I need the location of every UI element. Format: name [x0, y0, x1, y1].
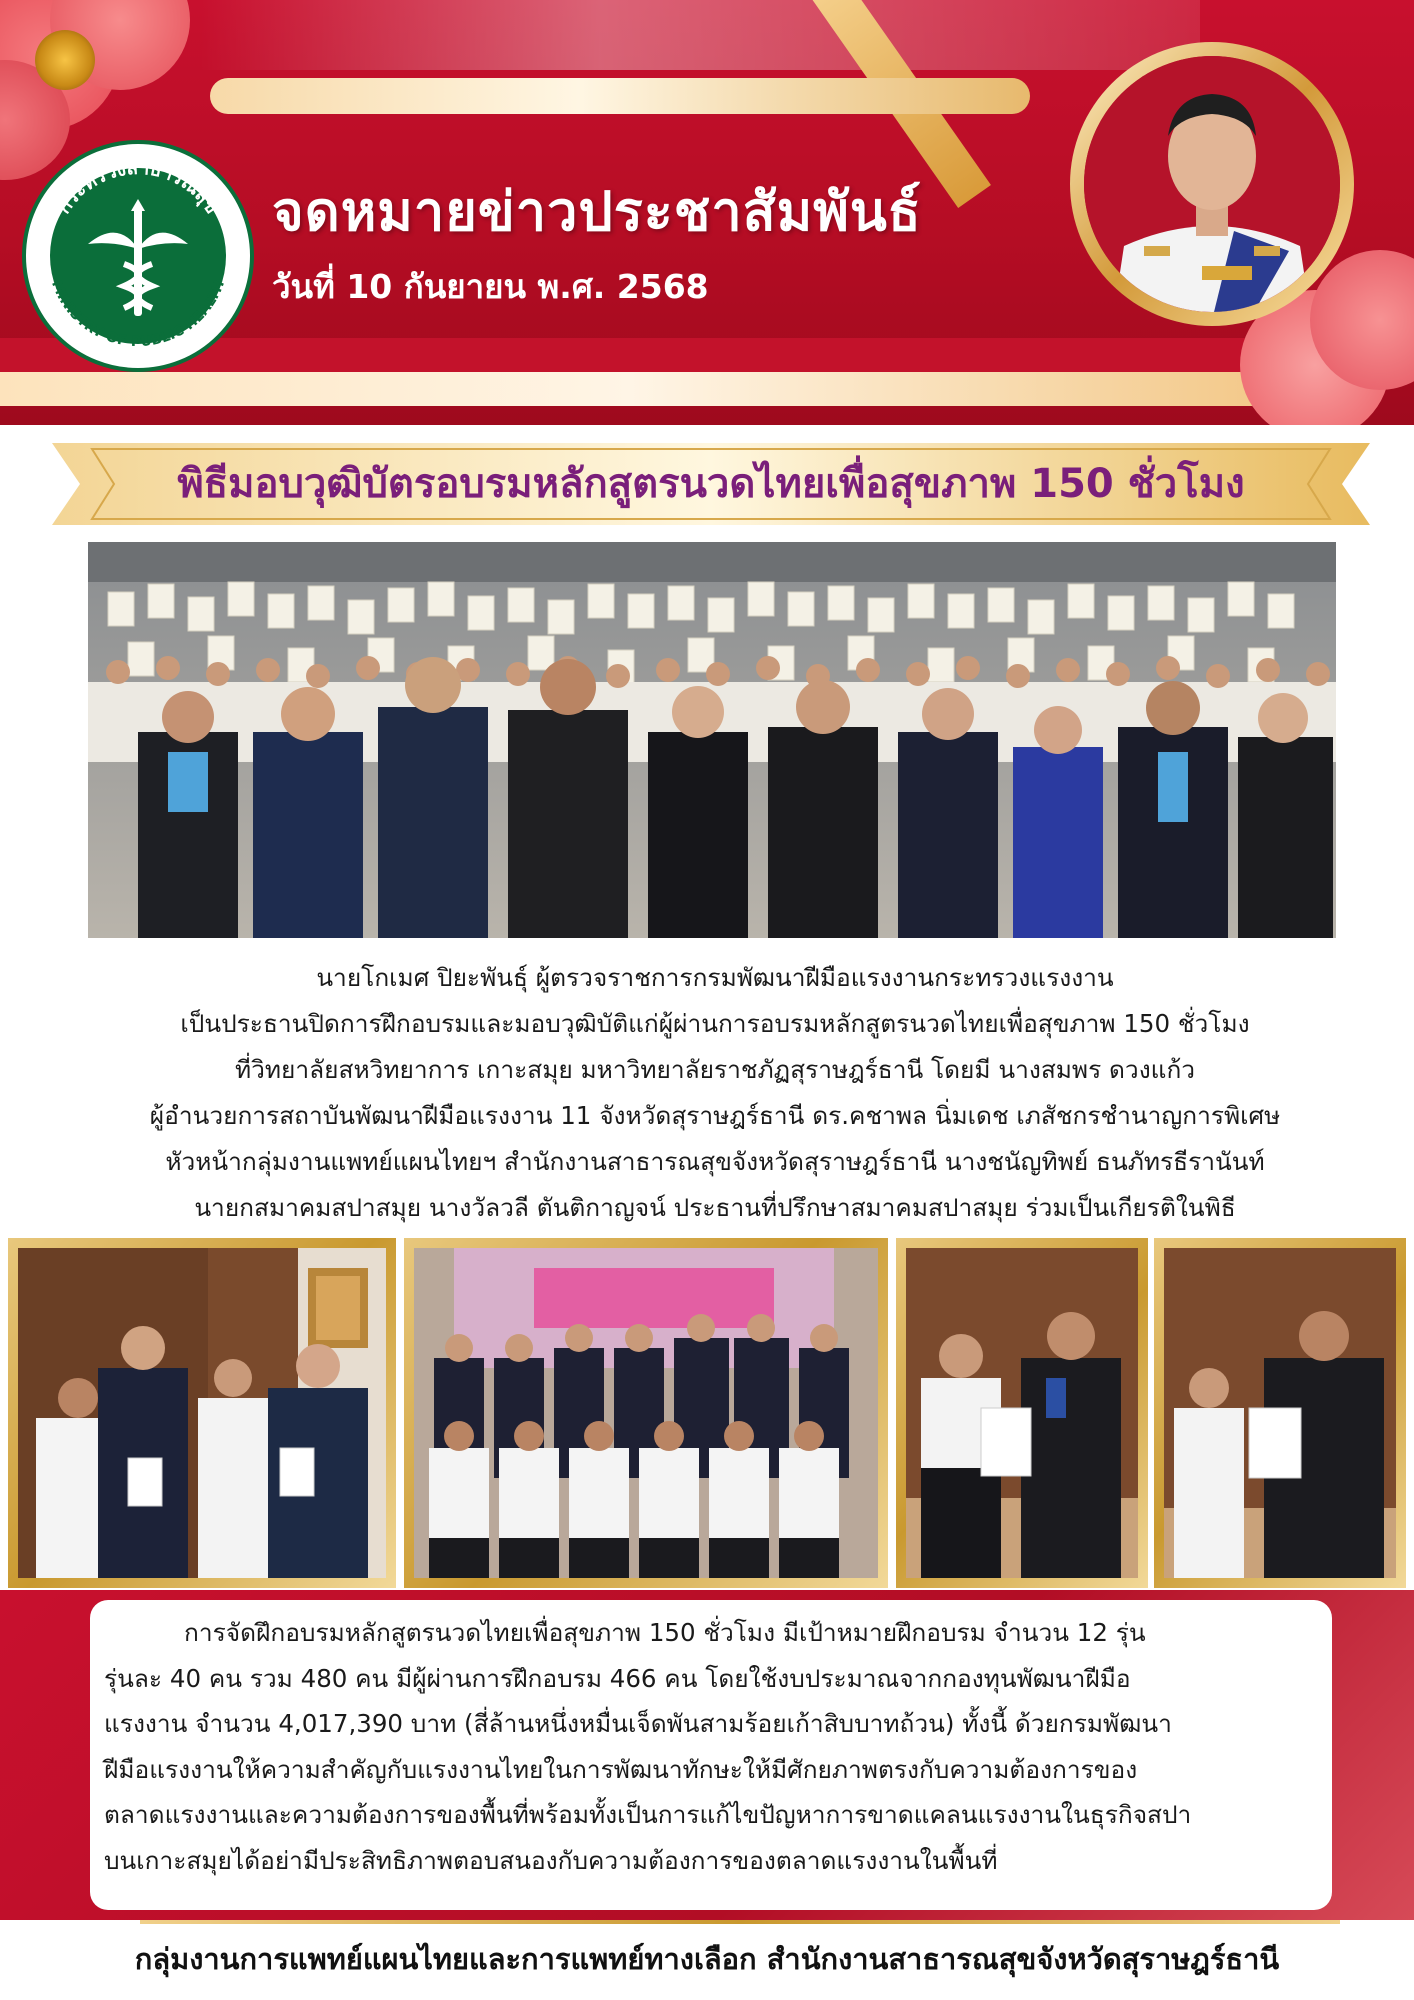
- ceremony-photo-1: [18, 1248, 386, 1578]
- caption-line: หัวหน้ากลุ่มงานแพทย์แผนไทยฯ สำนักงานสาธารณสุขจังหวัดสุราษฎร์ธานี นางชนัญทิพย์ ธนภัทรธีรานันท์: [165, 1147, 1265, 1176]
- header-stripe: [200, 0, 1200, 70]
- caption-line: นายโกเมศ ปิยะพันธุ์ ผู้ตรวจราชการกรมพัฒนาฝีมือแรงงานกระทรวงแรงงาน: [316, 963, 1114, 992]
- ceremony-photo-3: [906, 1248, 1138, 1578]
- svg-text:กระทรวงสาธารณสุข: กระทรวงสาธารณสุข: [52, 156, 224, 218]
- caption-line: เป็นประธานปิดการฝึกอบรมและมอบวุฒิบัติแก่ผู้ผ่านการอบรมหลักสูตรนวดไทยเพื่อสุขภาพ 150 ชั่วโมง: [180, 1009, 1250, 1038]
- portrait-image: [1084, 56, 1340, 312]
- photo-frame-1: [8, 1238, 396, 1588]
- ministry-logo-icon: [22, 140, 254, 372]
- photo-frame-4: [1154, 1238, 1406, 1588]
- body-line: รุ่นละ 40 คน รวม 480 คน มีผู้ผ่านการฝึกอบรม 466 คน โดยใช้งบประมาณจากกองทุนพัฒนาฝีมือ: [104, 1663, 1131, 1693]
- group-photo-image: [88, 542, 1336, 938]
- caption-line: นายกสมาคมสปาสมุย นางวัลวลี ตันติกาญจน์ ประธานที่ปรึกษาสมาคมสปาสมุย ร่วมเป็นเกียรติในพิธี: [194, 1193, 1236, 1222]
- headline-text: พิธีมอบวุฒิบัตรอบรมหลักสูตรนวดไทยเพื่อสุขภาพ 150 ชั่วโมง: [177, 461, 1245, 507]
- footer-divider: [140, 1920, 1340, 1924]
- photo-frame-3: [896, 1238, 1148, 1588]
- photo-frame-2: [404, 1238, 888, 1588]
- caption-line: ที่วิทยาลัยสหวิทยาการ เกาะสมุย มหาวิทยาลัยราชภัฏสุราษฎร์ธานี โดยมี นางสมพร ดวงแก้ว: [234, 1055, 1196, 1084]
- newsletter-date: วันที่ 10 กันยายน พ.ศ. 2568: [272, 267, 709, 306]
- body-line: การจัดฝึกอบรมหลักสูตรนวดไทยเพื่อสุขภาพ 150 ชั่วโมง มีเป้าหมายฝึกอบรม จำนวน 12 รุ่น: [184, 1618, 1146, 1647]
- gold-band-top: [210, 78, 1030, 114]
- body-line: ตลาดแรงงานและความต้องการของพื้นที่พร้อมทั้งเป็นการแก้ไขปัญหาการขาดแคลนแรงงานในธุรกิจสปา: [104, 1800, 1192, 1829]
- footer-organization: กลุ่มงานการแพทย์แผนไทยและการแพทย์ทางเลือก สำนักงานสาธารณสุขจังหวัดสุราษฎร์ธานี: [134, 1942, 1280, 1976]
- body-line: บนเกาะสมุยได้อย่ามีประสิทธิภาพตอบสนองกับความต้องการของตลาดแรงงานในพื้นที่: [104, 1845, 998, 1875]
- ceremony-photo-4: [1164, 1248, 1396, 1578]
- body-line: แรงงาน จำนวน 4,017,390 บาท (สี่ล้านหนึ่งหมื่นเจ็ดพันสามร้อยเก้าสิบบาทถ้วน) ทั้งนี้ ด้วยกรมพัฒนา: [104, 1709, 1172, 1738]
- svg-text:MINISTRY OF PUBLIC HEALTH: MINISTRY OF PUBLIC HEALTH: [47, 278, 228, 351]
- newsletter-title: จดหมายข่าวประชาสัมพันธ์: [272, 180, 922, 243]
- ceremony-photo-2: [414, 1248, 878, 1578]
- body-paragraph: [104, 1610, 1326, 1883]
- body-line: ฝีมือแรงงานให้ความสำคัญกับแรงงานไทยในการพัฒนาทักษะให้มีศักยภาพตรงกับความต้องการของ: [104, 1754, 1138, 1784]
- caption-paragraph: [70, 955, 1360, 1231]
- gold-band-bottom: [0, 372, 1260, 406]
- caption-line: ผู้อำนวยการสถาบันพัฒนาฝีมือแรงงาน 11 จังหวัดสุราษฎร์ธานี ดร.คชาพล นิ่มเดช เภสัชกรชำนาญการพิเศษ: [149, 1101, 1281, 1130]
